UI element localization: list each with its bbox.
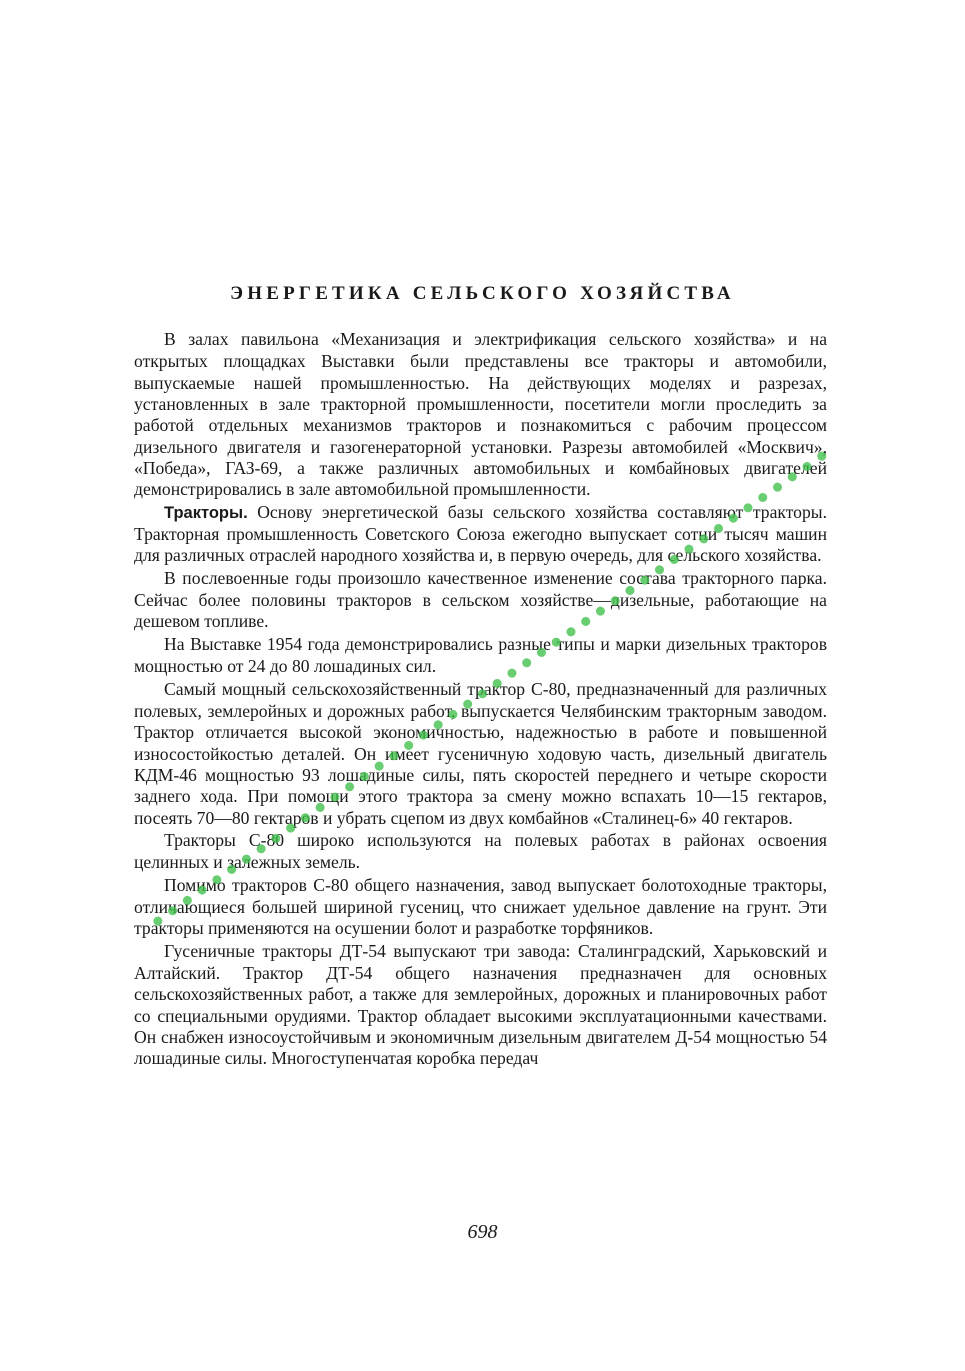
paragraph — [134, 568, 827, 633]
page-number: 698 — [467, 1221, 498, 1243]
paragraph — [134, 679, 827, 829]
paragraph-text: Гусеничные тракторы ДТ-54 выпускают три завода: Сталинградский, Харьковский и Алтайский. Трактор ДТ-54 общего назначения предназначен для основных сельскохозяйственных работ, а также для землеройных, дорожных и планировочных работ со специальными орудиями. Трактор обладает высокими эксплуатационными качествами. Он снабжен износоустойчивым и экономичным дизельным двигателем Д-54 мощностью 54 лошадиные силы. Многоступенчатая коробка передач — [134, 940, 827, 1069]
paragraph-text: Самый мощный сельскохозяйственный трактор С-80, предназначенный для различных полевых, землеройных и дорожных работ, выпускается Челябинским тракторным заводом. Трактор отличается высокой экономичностью, надежностью в работе и повышенной износостойкостью деталей. Он имеет гусеничную ходовую часть, дизельный двигатель КДМ-46 мощностью 93 лошадиные силы, пять скоростей переднего и четыре скорости заднего хода. При помощи этого трактора за смену можно вспахать 10—15 гектаров, посеять 70—80 гектаров и убрать сцепом из двух комбайнов «Сталинец-6» 40 гектаров. — [134, 678, 827, 828]
paragraph — [134, 875, 827, 940]
body-text — [134, 329, 827, 1070]
paragraph — [134, 502, 827, 567]
section-title: ЭНЕРГЕТИКА СЕЛЬСКОГО ХОЗЯЙСТВА — [230, 283, 735, 304]
paragraph-text: На Выставке 1954 года демонстрировались разные типы и марки дизельных тракторов мощностью от 24 до 80 лошадиных сил. — [134, 633, 827, 677]
paragraph — [134, 941, 827, 1070]
paragraph-text: В залах павильона «Механизация и электрификация сельского хозяйства» и на открытых площадках Выставки были представлены все тракторы и автомобили, выпускаемые нашей промышленностью. На действующих моделях и разрезах, установленных в зале тракторной промышленности, посетители могли проследить за работой отдельных механизмов тракторов и познакомиться с рабочим процессом дизельного двигателя и газогенераторной установки. Разрезы автомобилей «Москвич», «Победа», ГАЗ-69, а также различных автомобильных и комбайновых двигателей демонстрировались в зале автомобильной промышленности. — [134, 329, 827, 500]
paragraph-text: Помимо тракторов С-80 общего назначения, завод выпускает болотоходные тракторы, отличающиеся большей шириной гусениц, что снижает удельное давление на грунт. Эти тракторы применяются на осушении болот и разработке торфяников. — [134, 874, 827, 939]
paragraph — [134, 634, 827, 678]
paragraph-text: Тракторы С-80 широко используются на полевых работах в районах освоения целинных и залежных земель. — [134, 829, 827, 873]
paragraph-text: Основу энергетической базы сельского хозяйства составляют тракторы. Тракторная промышленность Советского Союза ежегодно выпускает сотни тысяч машин для различных отраслей народного хозяйства и, в первую очередь, для сельского хозяйства. — [134, 501, 827, 566]
paragraph — [134, 329, 827, 501]
paragraph — [134, 830, 827, 874]
paragraph-text: В послевоенные годы произошло качественное изменение состава тракторного парка. Сейчас более половины тракторов в сельском хозяйстве—дизельные, работающие на дешевом топливе. — [134, 567, 827, 632]
paragraph-lead: Тракторы. — [164, 503, 248, 522]
